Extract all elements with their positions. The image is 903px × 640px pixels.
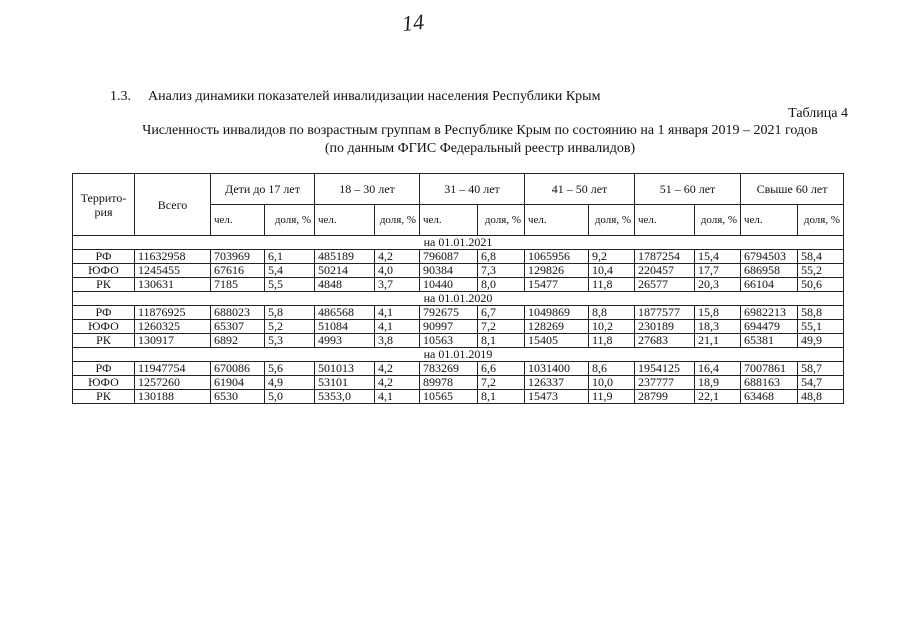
count-cell: 7185 xyxy=(211,278,265,292)
header-group: Свыше 60 лет xyxy=(741,174,844,205)
total-cell: 11632958 xyxy=(135,250,211,264)
share-cell: 11,8 xyxy=(589,278,635,292)
table-row xyxy=(73,334,844,348)
count-cell: 4993 xyxy=(315,334,375,348)
total-cell: 130188 xyxy=(135,390,211,404)
count-cell: 230189 xyxy=(635,320,695,334)
share-cell: 18,3 xyxy=(695,320,741,334)
count-cell: 688163 xyxy=(741,376,798,390)
total-cell: 11876925 xyxy=(135,306,211,320)
share-cell: 55,1 xyxy=(798,320,844,334)
territory-cell: РК xyxy=(73,390,135,404)
share-cell: 15,4 xyxy=(695,250,741,264)
header-count: чел. xyxy=(211,205,265,236)
header-group: Дети до 17 лет xyxy=(211,174,315,205)
count-cell: 6892 xyxy=(211,334,265,348)
header-territory: Террито-рия xyxy=(73,174,135,236)
count-cell: 53101 xyxy=(315,376,375,390)
count-cell: 66104 xyxy=(741,278,798,292)
table-row xyxy=(73,320,844,334)
share-cell: 4,9 xyxy=(265,376,315,390)
share-cell: 11,9 xyxy=(589,390,635,404)
share-cell: 3,8 xyxy=(375,334,420,348)
header-share: доля, % xyxy=(589,205,635,236)
count-cell: 501013 xyxy=(315,362,375,376)
count-cell: 89978 xyxy=(420,376,478,390)
header-count: чел. xyxy=(420,205,478,236)
share-cell: 7,3 xyxy=(478,264,525,278)
count-cell: 1065956 xyxy=(525,250,589,264)
share-cell: 15,8 xyxy=(695,306,741,320)
share-cell: 4,1 xyxy=(375,320,420,334)
share-cell: 8,8 xyxy=(589,306,635,320)
count-cell: 128269 xyxy=(525,320,589,334)
header-share: доля, % xyxy=(695,205,741,236)
share-cell: 10,2 xyxy=(589,320,635,334)
count-cell: 10563 xyxy=(420,334,478,348)
count-cell: 6794503 xyxy=(741,250,798,264)
count-cell: 1031400 xyxy=(525,362,589,376)
header-group: 18 – 30 лет xyxy=(315,174,420,205)
count-cell: 694479 xyxy=(741,320,798,334)
territory-cell: РК xyxy=(73,278,135,292)
share-cell: 8,6 xyxy=(589,362,635,376)
total-cell: 130631 xyxy=(135,278,211,292)
share-cell: 10,4 xyxy=(589,264,635,278)
table-row xyxy=(73,278,844,292)
share-cell: 50,6 xyxy=(798,278,844,292)
share-cell: 6,1 xyxy=(265,250,315,264)
count-cell: 5353,0 xyxy=(315,390,375,404)
count-cell: 6530 xyxy=(211,390,265,404)
header-share: доля, % xyxy=(478,205,525,236)
count-cell: 486568 xyxy=(315,306,375,320)
share-cell: 4,1 xyxy=(375,390,420,404)
count-cell: 1787254 xyxy=(635,250,695,264)
section-title-text: Анализ динамики показателей инвалидизации населения Республики Крым xyxy=(148,89,601,104)
share-cell: 9,2 xyxy=(589,250,635,264)
count-cell: 129826 xyxy=(525,264,589,278)
share-cell: 5,3 xyxy=(265,334,315,348)
share-cell: 4,1 xyxy=(375,306,420,320)
count-cell: 26577 xyxy=(635,278,695,292)
count-cell: 51084 xyxy=(315,320,375,334)
period-label: на 01.01.2020 xyxy=(73,292,844,306)
share-cell: 10,0 xyxy=(589,376,635,390)
count-cell: 4848 xyxy=(315,278,375,292)
share-cell: 5,8 xyxy=(265,306,315,320)
share-cell: 4,2 xyxy=(375,250,420,264)
section-number: 1.3. xyxy=(110,89,131,104)
territory-cell: РФ xyxy=(73,362,135,376)
header-count: чел. xyxy=(525,205,589,236)
count-cell: 63468 xyxy=(741,390,798,404)
share-cell: 48,8 xyxy=(798,390,844,404)
table-row xyxy=(73,362,844,376)
handwritten-page-number: 14 xyxy=(400,8,426,37)
share-cell: 16,4 xyxy=(695,362,741,376)
count-cell: 65381 xyxy=(741,334,798,348)
total-cell: 130917 xyxy=(135,334,211,348)
share-cell: 55,2 xyxy=(798,264,844,278)
header-share: доля, % xyxy=(798,205,844,236)
table-caption xyxy=(100,122,860,158)
share-cell: 18,9 xyxy=(695,376,741,390)
count-cell: 688023 xyxy=(211,306,265,320)
period-row xyxy=(73,292,844,306)
header-group: 51 – 60 лет xyxy=(635,174,741,205)
section-heading xyxy=(110,89,600,105)
table-number-label: Таблица 4 xyxy=(788,106,848,121)
header-count: чел. xyxy=(741,205,798,236)
total-cell: 11947754 xyxy=(135,362,211,376)
count-cell: 670086 xyxy=(211,362,265,376)
header-share: доля, % xyxy=(265,205,315,236)
count-cell: 28799 xyxy=(635,390,695,404)
caption-line-2: (по данным ФГИС Федеральный реестр инвалидов) xyxy=(324,141,636,156)
count-cell: 15477 xyxy=(525,278,589,292)
share-cell: 6,8 xyxy=(478,250,525,264)
table-row xyxy=(73,264,844,278)
territory-cell: РФ xyxy=(73,250,135,264)
territory-cell: РФ xyxy=(73,306,135,320)
count-cell: 485189 xyxy=(315,250,375,264)
total-cell: 1260325 xyxy=(135,320,211,334)
share-cell: 20,3 xyxy=(695,278,741,292)
count-cell: 686958 xyxy=(741,264,798,278)
caption-line-1: Численность инвалидов по возрастным группам в Республике Крым по состоянию на 1 января 2019 – 2021 годов xyxy=(142,123,818,138)
share-cell: 7,2 xyxy=(478,320,525,334)
disability-age-groups-table xyxy=(72,173,844,404)
period-label: на 01.01.2021 xyxy=(73,236,844,250)
share-cell: 7,2 xyxy=(478,376,525,390)
count-cell: 6982213 xyxy=(741,306,798,320)
share-cell: 4,2 xyxy=(375,376,420,390)
header-share: доля, % xyxy=(375,205,420,236)
count-cell: 67616 xyxy=(211,264,265,278)
count-cell: 15473 xyxy=(525,390,589,404)
share-cell: 5,6 xyxy=(265,362,315,376)
share-cell: 49,9 xyxy=(798,334,844,348)
share-cell: 8,1 xyxy=(478,334,525,348)
header-count: чел. xyxy=(635,205,695,236)
count-cell: 90997 xyxy=(420,320,478,334)
total-cell: 1257260 xyxy=(135,376,211,390)
share-cell: 22,1 xyxy=(695,390,741,404)
count-cell: 126337 xyxy=(525,376,589,390)
count-cell: 1049869 xyxy=(525,306,589,320)
header-group: 31 – 40 лет xyxy=(420,174,525,205)
count-cell: 1877577 xyxy=(635,306,695,320)
share-cell: 54,7 xyxy=(798,376,844,390)
period-row xyxy=(73,348,844,362)
header-total: Всего xyxy=(135,174,211,236)
share-cell: 58,4 xyxy=(798,250,844,264)
count-cell: 1954125 xyxy=(635,362,695,376)
share-cell: 6,6 xyxy=(478,362,525,376)
header-group: 41 – 50 лет xyxy=(525,174,635,205)
count-cell: 796087 xyxy=(420,250,478,264)
count-cell: 703969 xyxy=(211,250,265,264)
share-cell: 17,7 xyxy=(695,264,741,278)
header-count: чел. xyxy=(315,205,375,236)
share-cell: 8,1 xyxy=(478,390,525,404)
territory-cell: РК xyxy=(73,334,135,348)
share-cell: 5,5 xyxy=(265,278,315,292)
period-label: на 01.01.2019 xyxy=(73,348,844,362)
territory-cell: ЮФО xyxy=(73,376,135,390)
count-cell: 61904 xyxy=(211,376,265,390)
period-row xyxy=(73,236,844,250)
count-cell: 15405 xyxy=(525,334,589,348)
count-cell: 27683 xyxy=(635,334,695,348)
share-cell: 8,0 xyxy=(478,278,525,292)
share-cell: 6,7 xyxy=(478,306,525,320)
share-cell: 3,7 xyxy=(375,278,420,292)
territory-cell: ЮФО xyxy=(73,320,135,334)
total-cell: 1245455 xyxy=(135,264,211,278)
count-cell: 792675 xyxy=(420,306,478,320)
count-cell: 7007861 xyxy=(741,362,798,376)
territory-cell: ЮФО xyxy=(73,264,135,278)
share-cell: 58,7 xyxy=(798,362,844,376)
count-cell: 220457 xyxy=(635,264,695,278)
count-cell: 65307 xyxy=(211,320,265,334)
share-cell: 5,4 xyxy=(265,264,315,278)
count-cell: 10565 xyxy=(420,390,478,404)
share-cell: 4,2 xyxy=(375,362,420,376)
count-cell: 50214 xyxy=(315,264,375,278)
share-cell: 5,2 xyxy=(265,320,315,334)
count-cell: 237777 xyxy=(635,376,695,390)
table-row xyxy=(73,306,844,320)
table-row xyxy=(73,376,844,390)
count-cell: 10440 xyxy=(420,278,478,292)
table-row xyxy=(73,390,844,404)
share-cell: 58,8 xyxy=(798,306,844,320)
count-cell: 90384 xyxy=(420,264,478,278)
share-cell: 21,1 xyxy=(695,334,741,348)
share-cell: 4,0 xyxy=(375,264,420,278)
share-cell: 11,8 xyxy=(589,334,635,348)
count-cell: 783269 xyxy=(420,362,478,376)
table-row xyxy=(73,250,844,264)
share-cell: 5,0 xyxy=(265,390,315,404)
